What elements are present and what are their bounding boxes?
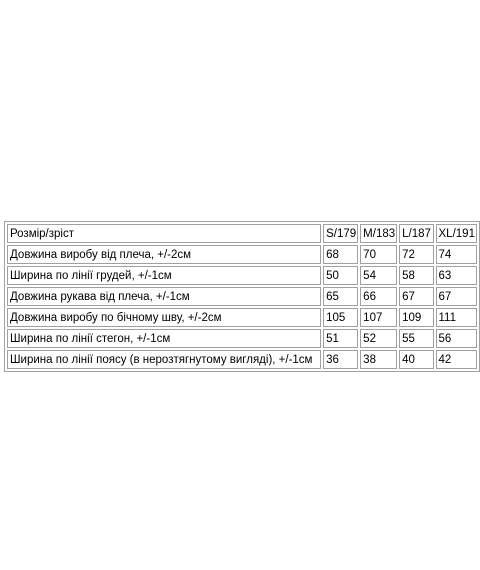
header-size-height: Розмір/зріст	[7, 224, 321, 243]
row-label: Ширина по лінії поясу (в нерозтягнутому вигляді), +/-1см	[7, 350, 321, 369]
row-label: Довжина рукава від плеча, +/-1см	[7, 287, 321, 306]
header-size-s: S/179	[323, 224, 358, 243]
header-size-m: M/183	[360, 224, 397, 243]
table-header-row	[7, 224, 477, 243]
cell-value: 63	[436, 266, 477, 285]
cell-value: 38	[360, 350, 397, 369]
table-row	[7, 266, 477, 285]
row-label: Ширина по лінії грудей, +/-1см	[7, 266, 321, 285]
cell-value: 109	[399, 308, 433, 327]
cell-value: 107	[360, 308, 397, 327]
table-row	[7, 245, 477, 264]
cell-value: 36	[323, 350, 358, 369]
table-row	[7, 308, 477, 327]
cell-value: 66	[360, 287, 397, 306]
table-row	[7, 350, 477, 369]
row-label: Довжина виробу по бічному шву, +/-2см	[7, 308, 321, 327]
cell-value: 52	[360, 329, 397, 348]
cell-value: 55	[399, 329, 433, 348]
cell-value: 67	[436, 287, 477, 306]
cell-value: 105	[323, 308, 358, 327]
cell-value: 40	[399, 350, 433, 369]
cell-value: 56	[436, 329, 477, 348]
table-row	[7, 287, 477, 306]
cell-value: 54	[360, 266, 397, 285]
cell-value: 51	[323, 329, 358, 348]
size-chart-table	[4, 221, 480, 372]
table-row	[7, 329, 477, 348]
cell-value: 58	[399, 266, 433, 285]
row-label: Довжина виробу від плеча, +/-2см	[7, 245, 321, 264]
cell-value: 74	[436, 245, 477, 264]
cell-value: 67	[399, 287, 433, 306]
cell-value: 42	[436, 350, 477, 369]
header-size-xl: XL/191	[436, 224, 477, 243]
cell-value: 50	[323, 266, 358, 285]
cell-value: 68	[323, 245, 358, 264]
header-size-l: L/187	[399, 224, 433, 243]
cell-value: 70	[360, 245, 397, 264]
cell-value: 72	[399, 245, 433, 264]
cell-value: 111	[436, 308, 477, 327]
row-label: Ширина по лінії стегон, +/-1см	[7, 329, 321, 348]
cell-value: 65	[323, 287, 358, 306]
